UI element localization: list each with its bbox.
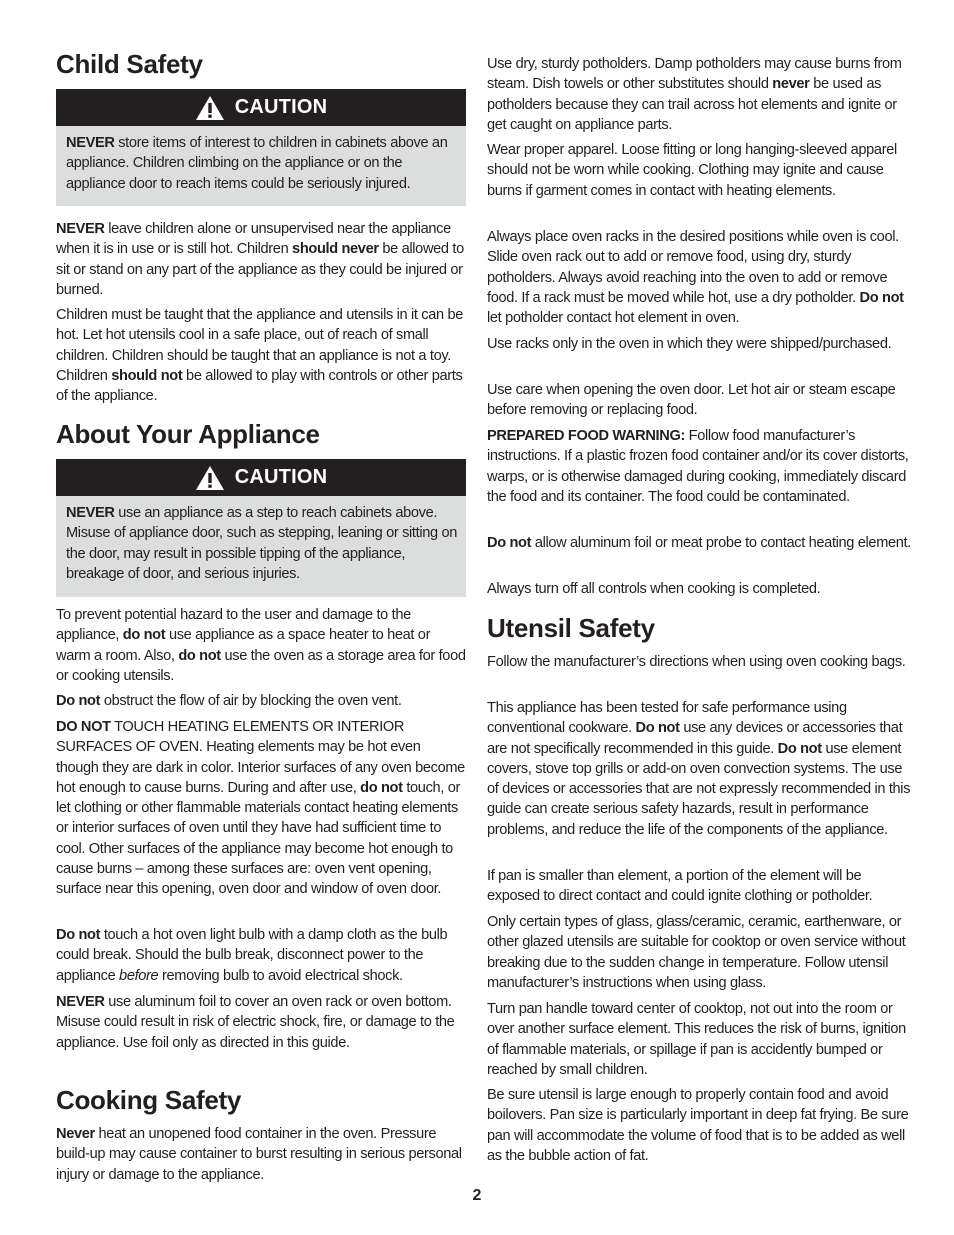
caution-label: CAUTION [234,466,328,488]
warning-triangle-icon [195,95,225,121]
caution-text: NEVER use an appliance as a step to reach cabinets above. Misuse of appliance door, such as stepping, leaning or sitting on the door, may result in possible tipping of the appliance, breakage of door, and serious injuries. [66,505,457,582]
caution-box [56,496,466,597]
warning-triangle-icon [195,465,225,491]
paragraph: This appliance has been tested for safe performance using conventional cookware. Do not use any devices or accessories that are not specifically recommended in this guide. Do not use element covers, stove top grills or add-on oven convection systems. The use of devices or accessories that are not expressly recommended in this guide can create serious safety hazards, result in performance problems, and reduce the life of the components of the appliance. [487,700,911,838]
paragraph: Do not allow aluminum foil or meat probe to contact heating element. [487,535,911,551]
paragraph: Follow the manufacturer’s directions when using oven cooking bags. [487,654,906,670]
paragraph: Never heat an unopened food container in the oven. Pressure build-up may cause container to burst resulting in serious personal injury or damage to the appliance. [56,1126,462,1183]
paragraph: Use dry, sturdy potholders. Damp potholders may cause burns from steam. Dish towels or other substitutes should never be used as potholders because they can trail across hot elements and ignite or get caught on appliance parts. [487,56,902,133]
page-number: 2 [472,1187,482,1204]
paragraph: PREPARED FOOD WARNING: Follow food manufacturer’s instructions. If a plastic frozen food container and/or its cover distorts, warps, or is otherwise damaged during cooking, immediately discard the food and its container. The food could be contaminated. [487,428,909,505]
paragraph: Always turn off all controls when cooking is completed. [487,581,821,597]
paragraph: DO NOT TOUCH HEATING ELEMENTS OR INTERIOR SURFACES OF OVEN. Heating elements may be hot even though they are dark in color. Interior surfaces of any oven become hot enough to cause burns. During and after use, do not touch, or let clothing or other flammable materials contact heating elements or interior surfaces of oven until they have had sufficient time to cool. Other surfaces of the appliance may become hot enough to cause burns – among these surfaces are: oven vent opening, surface near this opening, oven door and window of oven door. [56,719,465,898]
paragraph: Use care when opening the oven door. Let hot air or steam escape before removing or replacing food. [487,382,896,419]
paragraph: Do not obstruct the flow of air by blocking the oven vent. [56,693,402,709]
paragraph: Do not touch a hot oven light bulb with a damp cloth as the bulb could break. Should the bulb break, disconnect power to the appliance before removing bulb to avoid electrical shock. [56,927,448,984]
paragraph: Be sure utensil is large enough to properly contain food and avoid boilovers. Pan size is particularly important in deep fat frying. Be sure pan will accommodate the volume of food that is to be added as well as the bubble action of fat. [487,1087,909,1164]
paragraph: Use racks only in the oven in which they were shipped/purchased. [487,336,892,352]
heading-child-safety: Child Safety [56,49,203,79]
paragraph: NEVER leave children alone or unsupervised near the appliance when it is in use or is still hot. Children should never be allowed to sit or stand on any part of the appliance as they could be injured or burned. [56,221,464,298]
caution-label: CAUTION [234,96,328,118]
paragraph: Always place oven racks in the desired positions while oven is cool. Slide oven rack out to add or remove food, using dry, sturdy potholders. Always avoid reaching into the oven to add or remove food. If a rack must be moved while hot, use a dry potholder. Do not let potholder contact hot element in oven. [487,229,904,327]
paragraph: Children must be taught that the appliance and utensils in it can be hot. Let hot utensils cool in a safe place, out of reach of small children. Children should be taught that an appliance is not a toy. Children should not be allowed to play with controls or other parts of the appliance. [56,307,463,405]
paragraph: Only certain types of glass, glass/ceramic, ceramic, earthenware, or other glazed utensils are suitable for cooktop or oven service without breaking due to the sudden change in temperature. Follow utensil manufacturer’s instructions when using glass. [487,914,906,991]
caution-text: NEVER store items of interest to children in cabinets above an appliance. Children climbing on the appliance or on the appliance door to reach items could be seriously injured. [66,135,448,192]
caution-box [56,126,466,206]
heading-utensil-safety: Utensil Safety [487,613,655,643]
caution-bar [56,89,466,126]
heading-about-your-appliance: About Your Appliance [56,419,320,449]
heading-cooking-safety: Cooking Safety [56,1085,242,1115]
paragraph: To prevent potential hazard to the user and damage to the appliance, do not use appliance as a space heater to heat or warm a room. Also, do not use the oven as a storage area for food or cooking utensils. [56,607,466,684]
paragraph: Turn pan handle toward center of cooktop, not out into the room or over another surface element. This reduces the risk of burns, ignition of flammable materials, or spillage if pan is accidently bumped or reached by small children. [487,1001,906,1078]
paragraph: NEVER use aluminum foil to cover an oven rack or oven bottom. Misuse could result in risk of electric shock, fire, or damage to the appliance. Use foil only as directed in this guide. [56,994,455,1051]
paragraph: Wear proper apparel. Loose fitting or long hanging-sleeved apparel should not be worn while cooking. Clothing may ignite and cause burns if garment comes in contact with heating elements. [487,142,897,199]
caution-bar [56,459,466,496]
paragraph: If pan is smaller than element, a portion of the element will be exposed to direct contact and could ignite clothing or potholder. [487,868,873,905]
